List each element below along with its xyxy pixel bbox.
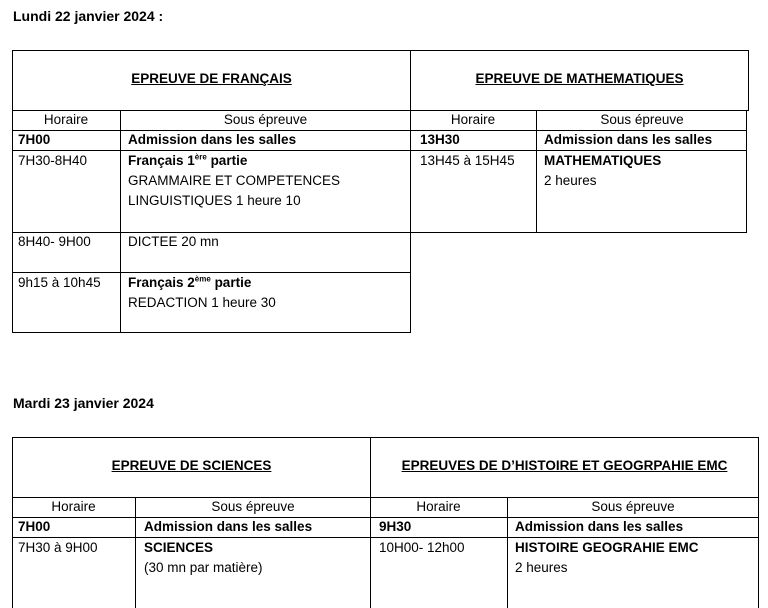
row-title: HISTOIRE GEOGRAHIE EMC (515, 540, 699, 555)
row-title: Admission dans les salles (144, 519, 313, 534)
row-time: 13H30 (420, 132, 460, 147)
col-horaire: Horaire (450, 112, 496, 127)
row-time: 7H30-8H40 (18, 153, 88, 168)
row-line: REDACTION 1 heure 30 (128, 295, 276, 310)
row-time: 13H45 à 15H45 (420, 153, 515, 168)
col-horaire: Horaire (416, 499, 461, 514)
row-line: GRAMMAIRE ET COMPETENCES (128, 173, 341, 188)
col-sous-epreuve: Sous épreuve (600, 112, 684, 127)
row-time: 7H00 (18, 132, 51, 147)
day2-title: Mardi 23 janvier 2024 (13, 395, 154, 411)
francais-heading: EPREUVE DE FRANÇAIS (131, 71, 292, 86)
row-line: LINGUISTIQUES 1 heure 10 (128, 193, 301, 208)
row-time: 10H00- 12h00 (379, 540, 465, 555)
row-title: Français 2ème partie (128, 274, 252, 290)
row-line: (30 mn par matière) (144, 560, 263, 575)
col-horaire: Horaire (43, 112, 89, 127)
row-title: Français 1ère partie (128, 152, 248, 168)
maths-heading: EPREUVE DE MATHEMATIQUES (475, 71, 684, 86)
row-time: 7H30 à 9H00 (18, 540, 98, 555)
col-sous-epreuve: Sous épreuve (591, 499, 675, 514)
row-time: 9h15 à 10h45 (18, 275, 101, 290)
row-time: 9H30 (379, 519, 412, 534)
day1-title: Lundi 22 janvier 2024 : (13, 8, 164, 24)
row-title: Admission dans les salles (544, 132, 713, 147)
histoire-heading: EPREUVES DE D’HISTOIRE ET GEOGRPAHIE EMC (401, 458, 728, 473)
row-title: SCIENCES (144, 540, 214, 555)
col-horaire: Horaire (51, 499, 96, 514)
row-line: DICTEE 20 mn (128, 234, 219, 249)
col-sous-epreuve: Sous épreuve (211, 499, 295, 514)
row-time: 7H00 (18, 519, 51, 534)
col-sous-epreuve: Sous épreuve (223, 112, 308, 127)
row-title: MATHEMATIQUES (544, 153, 662, 168)
row-time: 8H40- 9H00 (18, 234, 91, 249)
sciences-heading: EPREUVE DE SCIENCES (111, 458, 272, 473)
row-line: 2 heures (544, 173, 597, 188)
row-line: 2 heures (515, 560, 568, 575)
row-title: Admission dans les salles (515, 519, 684, 534)
row-title: Admission dans les salles (128, 132, 297, 147)
